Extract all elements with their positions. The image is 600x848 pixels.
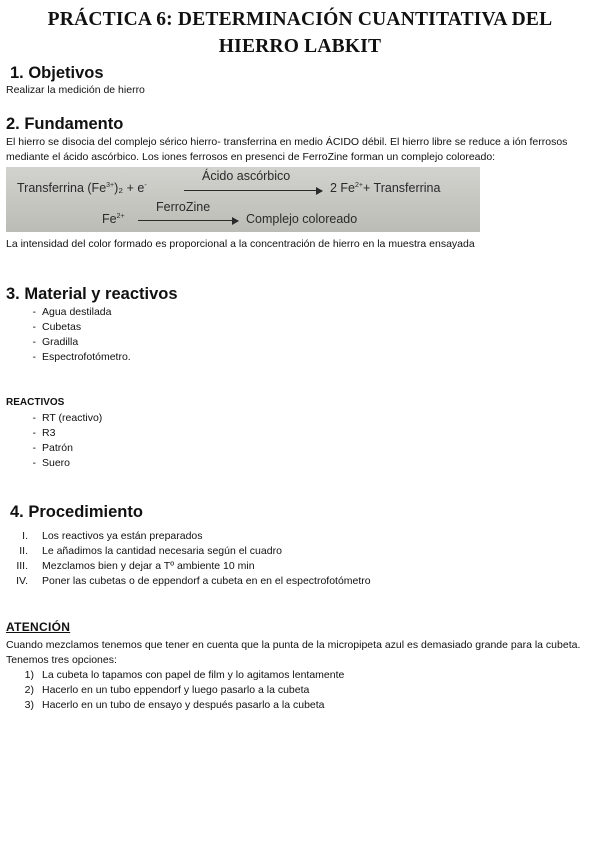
atencion-text: Cuando mezclamos tenemos que tener en cuenta que la punta de la micropipeta azul es demasiado grande para la cubeta. Tenemos tres opciones:	[6, 639, 581, 666]
heading-fundamento: 2. Fundamento	[6, 115, 124, 133]
reaction-line1-reactants: Transferrina $(Fe^{3+})_2 + e^-$	[17, 181, 147, 195]
reaction-line2-reagent: FerroZine	[156, 200, 211, 214]
reaction-image	[6, 167, 480, 232]
fundamento-text: El hierro se disocia del complejo sérico hierro- transferrina en medio ÁCIDO débil. El hierro libre se reduce a ión ferrosos mediante el ácido ascórbico. Los iones ferrosos en presenci de FerroZine forman un complejo coloreado:	[6, 136, 568, 163]
heading-reactivos: REACTIVOS	[6, 397, 65, 408]
heading-atencion: ATENCIÓN	[6, 620, 71, 634]
reaction-arrow-1	[184, 190, 322, 191]
reaction-line2-reactant: $Fe^{2+}$	[102, 212, 125, 226]
page-title: PRÁCTICA 6: DETERMINACIÓN CUANTITATIVA DEL HIERRO LABKIT	[47, 9, 553, 57]
heading-material: 3. Material y reactivos	[6, 285, 178, 303]
reaction-line1-products: 2 $Fe^{2+}+$ Transferrina	[330, 181, 441, 195]
heading-objetivos: 1. Objetivos	[10, 64, 104, 82]
reaction-line2-product: Complejo coloreado	[246, 212, 358, 226]
fundamento-after: La intensidad del color formado es proporcional a la concentración de hierro en la muestra ensayada	[6, 238, 475, 250]
heading-procedimiento: 4. Procedimiento	[10, 503, 143, 521]
objetivos-text: Realizar la medición de hierro	[6, 84, 145, 96]
reaction-arrow-2	[138, 220, 238, 221]
reaction-line1-reagent: Ácido ascórbico	[202, 169, 291, 183]
